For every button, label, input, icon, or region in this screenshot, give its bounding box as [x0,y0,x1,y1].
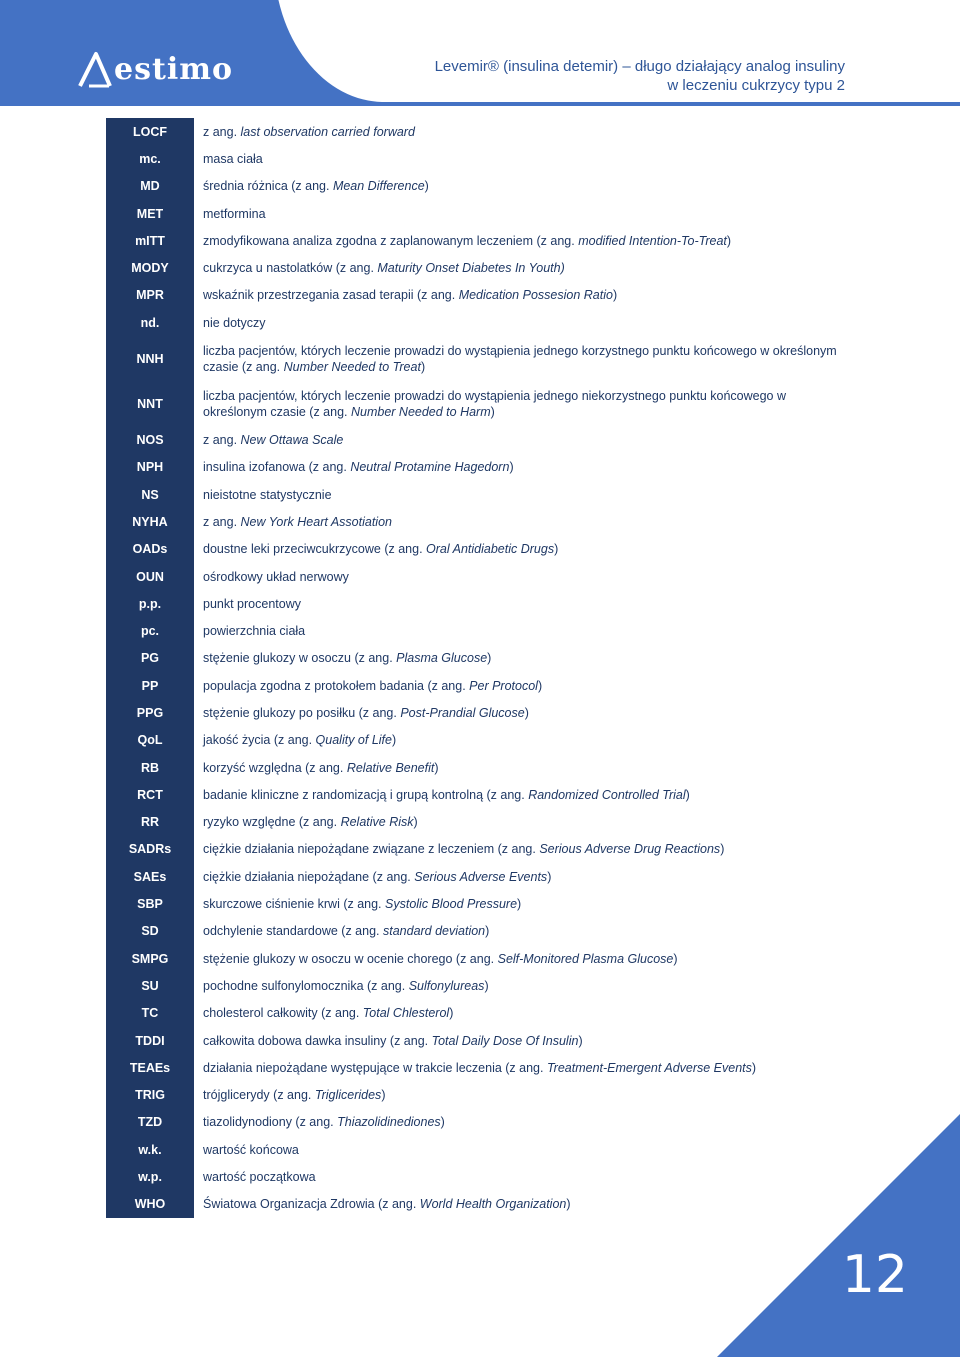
description-closing: ) [440,1115,445,1130]
description-cell [194,454,846,481]
estimo-logo [78,50,233,90]
document-title-line1: Levemir® (insulina detemir) – długo działający analog insuliny [434,58,845,75]
description-text: z ang. [203,433,241,448]
table-row [106,481,846,508]
description-english-term: Randomized Controlled Trial [528,787,686,802]
description-english-term: last observation carried forward [240,124,415,139]
table-row [106,426,846,453]
table-row [106,282,846,309]
abbreviation-cell: MPR [106,282,194,309]
abbreviation-cell: TRIG [106,1082,194,1109]
description-cell [194,1000,846,1027]
table-row [106,381,846,426]
table-row [106,1027,846,1054]
description-closing: ) [673,951,678,966]
description-text: punkt procentowy [203,596,301,611]
description-english-term: Systolic Blood Pressure [385,897,518,912]
description-english-term: Serious Adverse Drug Reactions [539,842,721,857]
description-text: nieistotne statystycznie [203,487,332,502]
description-closing: ) [449,1006,454,1021]
description-cell [194,481,846,508]
description-english-term: Number Needed to Treat [283,359,421,374]
table-row [106,1000,846,1027]
page-number: 12 [841,1245,908,1305]
abbreviation-cell: SD [106,918,194,945]
description-cell [194,590,846,617]
table-row [106,1054,846,1081]
description-closing: ) [726,233,732,248]
description-closing: ) [720,842,725,857]
description-text: odchylenie standardowe (z ang. [203,924,383,939]
description-cell [194,1054,846,1081]
table-row [106,809,846,836]
abbreviation-cell: p.p. [106,590,194,617]
table-row [106,781,846,808]
abbreviation-cell: SAEs [106,863,194,890]
description-cell [194,645,846,672]
description-cell [194,309,846,336]
table-row [106,118,846,145]
abbreviation-cell: NNH [106,336,194,381]
description-cell [194,536,846,563]
description-cell [194,1082,846,1109]
description-english-term: Treatment-Emergent Adverse Events [546,1060,752,1075]
description-cell [194,426,846,453]
description-cell [194,754,846,781]
description-english-term: Total Chlesterol [362,1006,450,1021]
description-text: stężenie glukozy w osoczu (z ang. [203,651,397,666]
description-text: trójglicerydy (z ang. [203,1088,315,1103]
description-cell [194,863,846,890]
description-english-term: Medication Possesion Ratio [458,288,613,303]
description-english-term: standard deviation [382,924,486,939]
description-text: z ang. [203,124,241,139]
description-cell [194,727,846,754]
description-text: skurczowe ciśnienie krwi (z ang. [203,897,386,912]
description-text: ciężkie działania niepożądane związane z leczeniem (z ang. [203,842,540,857]
table-row [106,890,846,917]
description-closing: ) [391,733,397,748]
description-english-term: Mean Difference [332,179,425,194]
description-text: liczba pacjentów, których leczenie prowadzi do wystąpienia jednego niekorzystnego punktu końcowego w określonym czasie (z ang. [203,388,786,419]
abbreviation-cell: MET [106,200,194,227]
abbreviation-cell: NS [106,481,194,508]
description-text: tiazolidynodiony (z ang. [203,1115,338,1130]
description-text: z ang. [203,514,241,529]
description-closing: ) [751,1060,757,1075]
abbreviation-cell: NPH [106,454,194,481]
description-closing: ) [487,651,492,666]
abbreviations-table [106,118,846,1218]
description-cell [194,617,846,644]
table-row [106,918,846,945]
document-title [435,57,845,95]
table-row [106,836,846,863]
page-corner-triangle [717,1114,960,1357]
description-text: cholesterol całkowity (z ang. [203,1006,363,1021]
abbreviation-cell: nd. [106,309,194,336]
description-cell [194,336,846,381]
description-cell [194,254,846,281]
description-closing: ) [420,359,426,374]
abbreviation-cell: MD [106,173,194,200]
description-cell [194,200,846,227]
description-text: zmodyfikowana analiza zgodna z zaplanowanym leczeniem (z ang. [203,233,579,248]
description-text: badanie kliniczne z randomizacją i grupą kontrolną (z ang. [203,787,529,802]
description-text: ośrodkowy układ nerwowy [203,569,349,584]
description-text: średnia różnica (z ang. [203,179,333,194]
description-text: całkowita dobowa dawka insuliny (z ang. [203,1033,432,1048]
description-text: nie dotyczy [203,315,266,330]
description-cell [194,781,846,808]
table-row [106,145,846,172]
description-text: stężenie glukozy po posiłku (z ang. [203,705,401,720]
table-row [106,1082,846,1109]
description-text: masa ciała [203,151,263,166]
description-english-term: World Health Organization [419,1197,567,1212]
abbreviation-cell: PP [106,672,194,699]
description-closing: ) [484,978,489,993]
description-text: powierzchnia ciała [203,624,306,639]
description-english-term: Self-Monitored Plasma Glucose [497,951,674,966]
abbreviation-cell: PPG [106,699,194,726]
description-closing: ) [509,460,514,475]
description-text: stężenie glukozy w osoczu w ocenie chorego (z ang. [203,951,498,966]
description-closing: ) [434,760,439,775]
description-closing: ) [413,815,418,830]
table-row [106,590,846,617]
description-text: ryzyko względne (z ang. [203,815,341,830]
abbreviation-cell: NOS [106,426,194,453]
description-cell [194,890,846,917]
description-english-term: Sulfonylureas [408,978,485,993]
table-row [106,863,846,890]
description-closing: ) [537,678,543,693]
table-row [106,563,846,590]
description-text: cukrzyca u nastolatków (z ang. [203,261,378,276]
table-row [106,945,846,972]
abbreviation-cell: PG [106,645,194,672]
abbreviation-cell: TDDI [106,1027,194,1054]
description-cell [194,918,846,945]
document-title-line2: w leczeniu cukrzycy typu 2 [667,77,845,94]
description-cell [194,227,846,254]
abbreviation-cell: mITT [106,227,194,254]
description-closing: ) [490,404,495,419]
description-text: ciężkie działania niepożądane (z ang. [203,869,415,884]
description-cell [194,173,846,200]
description-text: wskaźnik przestrzegania zasad terapii (z ang. [203,288,459,303]
table-row [106,727,846,754]
table-row [106,508,846,535]
table-row [106,254,846,281]
table-row [106,454,846,481]
table-row [106,699,846,726]
abbreviation-cell: SMPG [106,945,194,972]
description-text: działania niepożądane występujące w trakcie leczenia (z ang. [203,1060,547,1075]
abbreviation-cell: pc. [106,617,194,644]
description-closing: ) [524,705,529,720]
description-cell [194,972,846,999]
description-cell [194,672,846,699]
abbreviation-cell: RB [106,754,194,781]
abbreviation-cell: WHO [106,1191,194,1218]
abbreviation-cell: QoL [106,727,194,754]
abbreviation-cell: TC [106,1000,194,1027]
description-english-term: New Ottawa Scale [240,433,344,448]
description-english-term: Thiazolidinediones [337,1115,441,1130]
logo-text: estimo [114,52,233,87]
abbreviation-cell: w.k. [106,1136,194,1163]
table-row [106,972,846,999]
description-cell [194,145,846,172]
description-closing: ) [424,179,429,194]
table-row [106,617,846,644]
description-cell [194,809,846,836]
description-cell [194,1027,846,1054]
description-text: doustne leki przeciwcukrzycowe (z ang. [203,542,427,557]
description-text: pochodne sulfonylomocznika (z ang. [203,978,409,993]
table-row [106,173,846,200]
table-row [106,645,846,672]
description-closing: ) [612,288,618,303]
description-text: metformina [203,206,266,221]
description-closing: ) [547,869,552,884]
description-text: Światowa Organizacja Zdrowia (z ang. [203,1197,420,1212]
description-text: korzyść względna (z ang. [203,760,347,775]
description-english-term: New York Heart Assotiation [240,514,392,529]
description-english-term: Neutral Protamine Hagedorn [350,460,510,475]
description-text: wartość końcowa [203,1142,299,1157]
description-text: liczba pacjentów, których leczenie prowadzi do wystąpienia jednego korzystnego punktu końcowego w określonym czasie (z ang. [203,343,837,374]
abbreviation-cell: RCT [106,781,194,808]
description-closing: ) [566,1197,571,1212]
table-row [106,672,846,699]
abbreviation-cell: LOCF [106,118,194,145]
description-english-term: modified Intention-To-Treat [578,233,727,248]
description-text: populacja zgodna z protokołem badania (z ang. [203,678,470,693]
abbreviation-cell: TEAEs [106,1054,194,1081]
description-english-term: Relative Risk [340,815,414,830]
description-cell [194,508,846,535]
abbreviation-cell: OADs [106,536,194,563]
description-closing: ) [381,1088,386,1103]
description-english-term: Oral Antidiabetic Drugs [426,542,555,557]
abbreviation-cell: TZD [106,1109,194,1136]
description-english-term: Relative Benefit [346,760,435,775]
abbreviation-cell: NYHA [106,508,194,535]
description-english-term: Maturity Onset Diabetes In Youth) [377,261,565,276]
table-row [106,754,846,781]
table-row [106,536,846,563]
description-closing: ) [685,787,690,802]
description-closing: ) [554,542,559,557]
description-cell [194,563,846,590]
abbreviation-cell: SU [106,972,194,999]
abbreviation-cell: NNT [106,381,194,426]
abbreviation-cell: SBP [106,890,194,917]
description-closing: ) [485,924,490,939]
description-cell [194,836,846,863]
abbreviation-cell: mc. [106,145,194,172]
description-english-term: Number Needed to Harm [350,404,491,419]
description-closing: ) [578,1033,583,1048]
table-row [106,309,846,336]
description-closing: ) [517,897,522,912]
description-english-term: Post-Prandial Glucose [400,705,525,720]
description-cell [194,118,846,145]
description-english-term: Total Daily Dose Of Insulin [431,1033,579,1048]
abbreviations-table-body [106,118,846,1218]
table-row [106,200,846,227]
abbreviation-cell: OUN [106,563,194,590]
abbreviation-cell: w.p. [106,1163,194,1190]
description-cell [194,381,846,426]
description-cell [194,699,846,726]
abbreviation-cell: MODY [106,254,194,281]
description-english-term: Triglicerides [314,1088,382,1103]
description-cell [194,282,846,309]
description-text: insulina izofanowa (z ang. [203,460,351,475]
abbreviation-cell: SADRs [106,836,194,863]
description-text: jakość życia (z ang. [203,733,316,748]
table-row [106,227,846,254]
description-cell [194,945,846,972]
description-english-term: Quality of Life [315,733,392,748]
abbreviation-cell: RR [106,809,194,836]
description-english-term: Serious Adverse Events [414,869,548,884]
description-english-term: Per Protocol [469,678,538,693]
table-row [106,336,846,381]
description-text: wartość początkowa [203,1170,316,1185]
logo-mark-icon [78,50,112,90]
description-english-term: Plasma Glucose [396,651,488,666]
